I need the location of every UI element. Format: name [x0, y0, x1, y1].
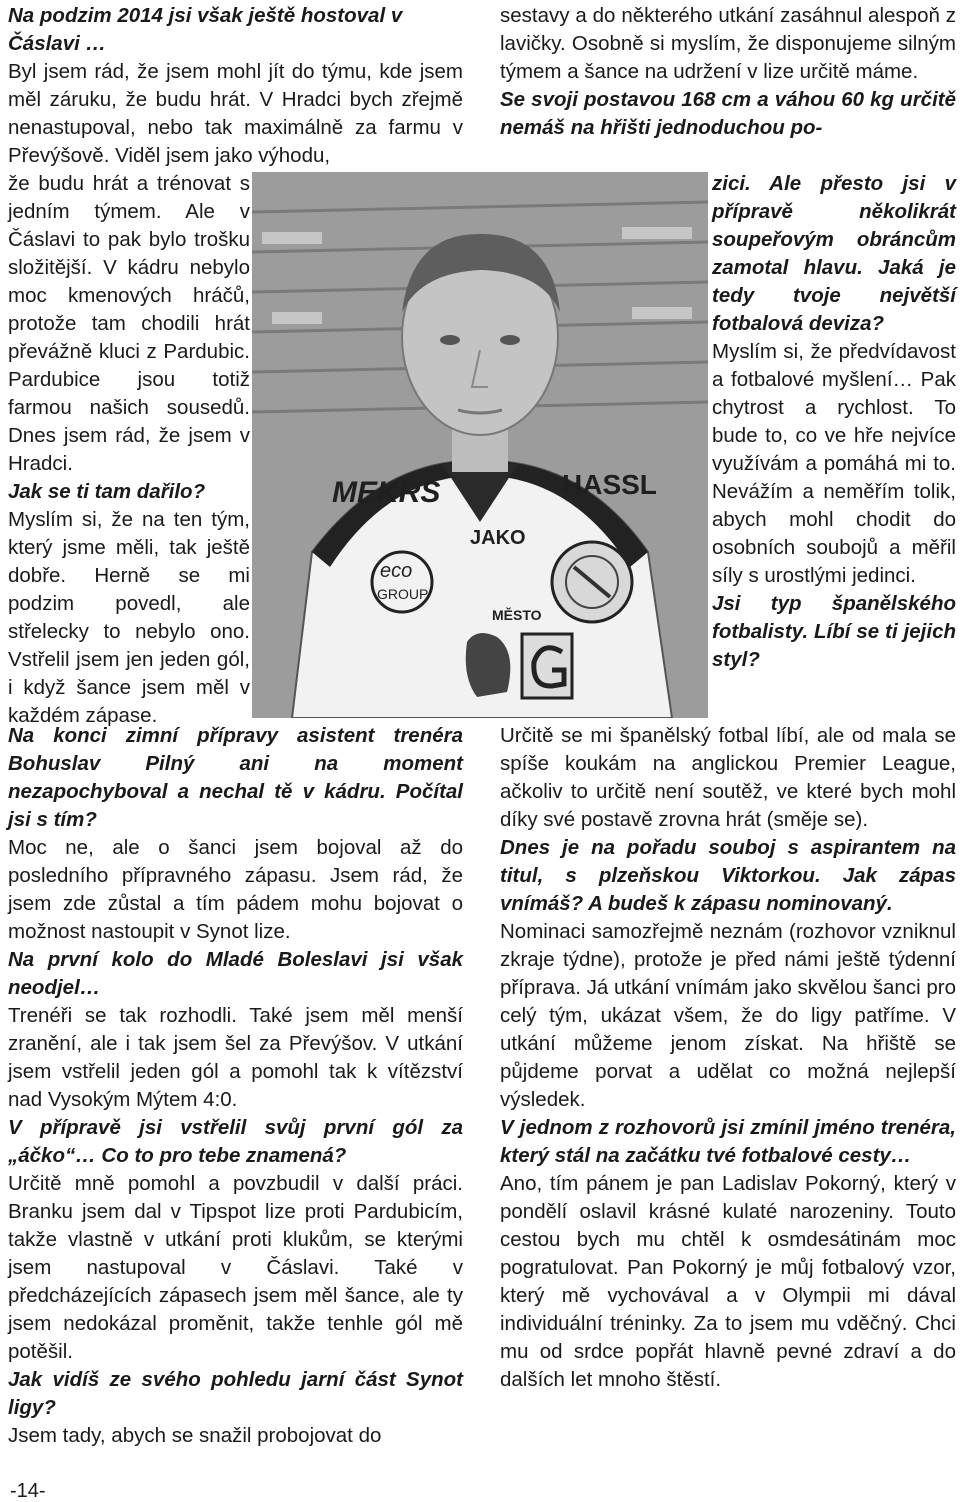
answer-paragraph: Určitě se mi španělský fotbal líbí, ale od mala se spíše koukám na anglickou Premier League, ačkoliv to určitě není soutěž, ve které bych mohl díky své postavě zrovna hrát (směje se).	[500, 724, 956, 831]
page-number: -14-	[10, 1480, 46, 1502]
eye-left	[440, 335, 460, 345]
answer-paragraph: Myslím si, že předvídavost a fotbalové myšlení… Pak chytrost a rychlost. To bude to, co ve hře nejvíce využívám a pomáhá mi to. Nevážím a neměřím tolik, abych mohl chodit do osobních soubojů a měřil síly s urostlými jedinci.	[712, 340, 956, 587]
sponsor-hassl: HASSL	[562, 469, 657, 500]
right-column-top	[500, 2, 956, 142]
question-heading: V přípravě jsi vstřelil svůj první gól za „áčko“… Co to pro tebe znamená?	[8, 1116, 463, 1167]
answer-paragraph: Byl jsem rád, že jsem mohl jít do týmu, kde jsem měl záruku, že budu hrát. V Hradci bych zřejmě nenastupoval, nebo tak maximálně za farmu v Převýšově. Viděl jsem jako výhodu,	[8, 60, 463, 167]
question-heading: Na první kolo do Mladé Boleslavi jsi však neodjel…	[8, 948, 463, 999]
sponsor-group: GROUP	[377, 586, 429, 602]
question-heading: Na podzim 2014 jsi však ještě hostoval v Čáslavi …	[8, 4, 403, 55]
city-emblem-g	[522, 634, 572, 698]
question-heading: Na konci zimní přípravy asistent trenéra Bohuslav Pilný ani na moment nezapochyboval a nechal tě v kádru. Počítal jsi s tím?	[8, 724, 463, 831]
left-column-bottom	[8, 722, 463, 1450]
answer-paragraph: Trenéři se tak rozhodli. Také jsem měl menší zranění, ale i tak jsem šel za Převýšov. V utkání jsem vstřelil jeden gól a pomohl tak k vítězství nad Vysokým Mýtem 4:0.	[8, 1004, 463, 1111]
question-heading: Jak vidíš ze svého pohledu jarní část Synot ligy?	[8, 1368, 463, 1419]
answer-paragraph: že budu hrát a trénovat s jedním týmem. Ale v Čáslavi to pak bylo trošku složitější. V kádru nebylo moc kmenových hráčů, protože tam chodili hrát převážně kluci z Pardubic. Pardubice jsou totiž farmou našich sousedů. Dnes jsem rád, že jsem v Hradci.	[8, 172, 250, 475]
question-heading: zici. Ale přesto jsi v přípravě několikrát soupeřovým obráncům zamotal hlavu. Jaká je tedy tvoje největší fotbalová deviza?	[712, 172, 956, 335]
sponsor-mekrs: MEKRS	[332, 476, 441, 509]
answer-paragraph: Moc ne, ale o šanci jsem bojoval až do posledního přípravného zápasu. Jsem rád, že jsem zde zůstal a tím pádem mohu bojovat o možnost nastoupit v Synot lize.	[8, 836, 463, 943]
question-heading: Jsi typ španělského fotbalisty. Líbí se ti jejich styl?	[712, 592, 956, 671]
answer-paragraph: Určitě mně pomohl a povzbudil v další práci. Branku jsem dal v Tipspot lize proti Pardubicím, takže vlastně v utkání proti klukům, se kterými jsem nastupoval v Čáslavi. Také v předcházejících zápasech jsem měl šance, ale ty jsem nedokázal proměnit, takže tenhle gól mě potěšil.	[8, 1172, 463, 1363]
question-heading: Jak se ti tam dařilo?	[8, 480, 206, 503]
answer-paragraph: Jsem tady, abych se snažil probojovat do	[8, 1424, 382, 1447]
answer-paragraph: sestavy a do některého utkání zasáhnul alespoň z lavičky. Osobně si myslím, že disponujeme silným týmem a šance na udržení v lize určitě máme.	[500, 4, 956, 83]
question-heading: Se svoji postavou 168 cm a váhou 60 kg určitě nemáš na hřišti jednoduchou po-	[500, 88, 956, 139]
left-column-narrow	[8, 170, 250, 730]
right-column-bottom	[500, 722, 956, 1394]
left-column-top	[8, 2, 463, 170]
brand-jako: JAKO	[470, 527, 526, 549]
player-photo	[252, 172, 708, 718]
question-heading: V jednom z rozhovorů jsi zmínil jméno trenéra, který stál na začátku tvé fotbalové cesty…	[500, 1116, 956, 1167]
answer-paragraph: Nominaci samozřejmě neznám (rozhovor vzniknul zkraje týdne), protože je před námi ještě týdenní příprava. Já utkání vnímám jako skvělou šanci pro celý tým, ukázat všem, že do ligy patříme. V utkání můžeme jenom získat. Na hřiště se půjdeme porvat a udělat co možná nejlepší výsledek.	[500, 920, 956, 1111]
city-label: MĚSTO	[492, 607, 542, 623]
answer-paragraph: Ano, tím pánem je pan Ladislav Pokorný, který v pondělí oslavil krásné kulaté narozeniny. Touto cestou bych mu chtěl k osmdesátinám moc pogratulovat. Pan Pokorný je můj fotbalový vzor, který mě vychovával a v Olympii mi dával individuální tréninky. Za to jsem mu vděčný. Chci mu od srdce popřát hlavně pevné zdraví a do dalších let mnoho štěstí.	[500, 1172, 956, 1391]
answer-paragraph: Myslím si, že na ten tým, který jsme měli, tak ještě dobře. Herně se mi podzim povedl, ale střelecky to nebylo ono. Vstřelil jsem jen jeden gól, i když šance jsem měl v každém zápase.	[8, 508, 250, 727]
eye-right	[500, 335, 520, 345]
question-heading: Dnes je na pořadu souboj s aspirantem na titul, s plzeňskou Viktorkou. Jak zápas vnímáš? A budeš k zápasu nominovaný.	[500, 836, 956, 915]
right-column-narrow	[712, 170, 956, 674]
sponsor-eco: eco	[380, 560, 413, 582]
player-illustration	[252, 172, 708, 718]
